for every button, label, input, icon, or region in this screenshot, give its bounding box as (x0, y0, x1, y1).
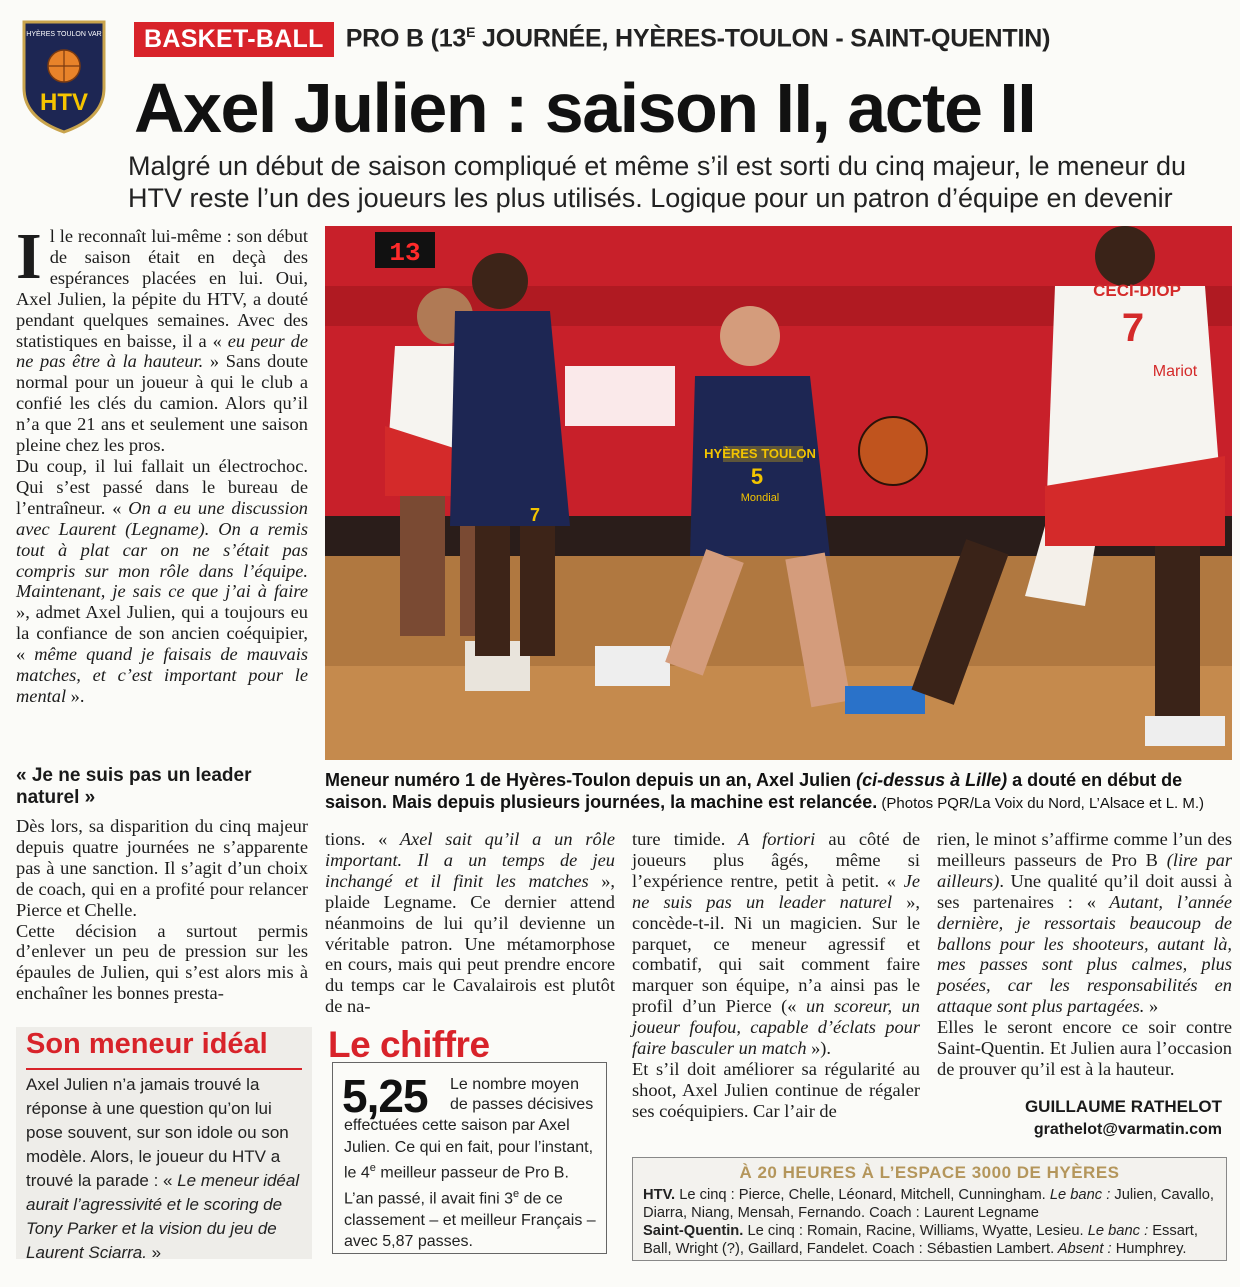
photo-caption: Meneur numéro 1 de Hyères-Toulon depuis un an, Axel Julien (ci-dessus à Lille) a douté en début de saison. Mais depuis plusieurs journées, la machine est relancée. (Photos PQR/La Voix du Nord, L’Alsace et L. M.) (325, 770, 1205, 812)
jersey-number-left: 7 (530, 505, 541, 525)
sport-label: BASKET-BALL (134, 22, 334, 57)
standfirst: Malgré un début de saison compliqué et même s’il est sorti du cinq majeur, le meneur du HTV reste l’un des joueurs les plus utilisés. Logique pour un patron d’équipe en devenir (128, 151, 1187, 213)
chiffre-title: Le chiffre (328, 1024, 490, 1065)
logo-top-text: HYÈRES TOULON VAR (26, 31, 102, 38)
drop-cap: I (16, 220, 42, 293)
scoreboard-digits: 13 (389, 238, 421, 268)
article-column-4: rien, le minot s’affirme comme l’un des meilleurs passeurs de Pro B (lire par ailleurs). Une qualité qu’il doit aussi à ses partenaires : « Autant, l’année dernière, je ressortais beaucoup de ballons pour les shooteurs, autant là, mes passes sont plus calmes, plus posées, car les responsabilités en attaque sont plus partagées. » Elles le seront encore ce soir contre Saint-Quentin. Et Julien aura l’occasion de prouver qu’il est à la hauteur. (937, 829, 1232, 1079)
lineup-title: À 20 HEURES À L’ESPACE 3000 DE HYÈRES (739, 1163, 1120, 1182)
article-column-1b: Dès lors, sa disparition du cinq majeur depuis quatre journées ne s’apparente pas à une sanction. Il s’agit d’un choix de coach, qui en a profité pour relancer Pierce et Chelle. Cette décision a surtout permis d’enlever un peu de pression sur les épaules de Julien, qui s’est alors mis à enchaîner les bonnes presta- (16, 816, 308, 1004)
jersey-number-center: 5 (750, 464, 764, 489)
jersey-number-right: 7 (1121, 306, 1145, 350)
kicker (134, 20, 1050, 58)
article-column-2: tions. « Axel sait qu’il a un rôle important. Il a un temps de jeu inchangé et il finit les matches », plaide Legname. Ce dernier attend néanmoins de lui qu’il devienne un véritable patron. Une métamorphose en cours, mais qui peut prendre encore du temps car le Cavalairois est plutôt de na- (325, 829, 616, 1017)
jersey-sponsor-center: Mondial (740, 492, 780, 504)
author-name: GUILLAUME RATHELOT (1024, 1097, 1222, 1116)
chiffre-text: effectuées cette saison par Axel Julien. Ce qui en fait, pour l’instant, le 4e meilleur passeur de Pro B. L’an passé, il avait fini 3e de ce classement – et meilleur Français – avec 5,87 passes. (344, 1117, 596, 1251)
sidebar-box-text: Axel Julien n’a jamais trouvé la réponse à une question qu’on lui pose souvent, sur son idole ou son modèle. Alors, le joueur du HTV a trouvé la parade : « Le meneur idéal aurait l’agressivité et le scoring de Tony Parker et la vision du jeu de Laurent Sciarra. » (26, 1075, 300, 1262)
chiffre-side-text: Le nombre moyen de passes décisives (450, 1076, 594, 1113)
author-email[interactable]: grathelot@varmatin.com (1033, 1121, 1222, 1138)
lineup-saint-quentin: Saint-Quentin. Le cinq : Romain, Racine, Williams, Wyatte, Lesieu. Le banc : Essart, Ball, Wright (?), Gaillard, Fandelet. Coach : Sébastien Lambert. Absent : Humphrey. (643, 1223, 1198, 1257)
sidebar-box-title: Son meneur idéal (26, 1028, 268, 1060)
jersey-sponsor-right: Mariot (1152, 363, 1198, 380)
chiffre-number: 5,25 (342, 1070, 428, 1122)
jersey-team-name: HYÈRES TOULON (704, 446, 816, 461)
match-desc: PRO B ($13^E$ JOURNÉE, HYÈRES-TOULON - SAINT-QUENTIN) (345, 24, 1051, 53)
lineup-text (643, 1186, 1220, 1258)
headline: Axel Julien : saison II, acte II (134, 69, 1036, 147)
subheading: « Je ne suis pas un leader naturel » (16, 765, 252, 808)
lineup-htv: HTV. Le cinq : Pierce, Chelle, Léonard, Mitchell, Cunningham. Le banc : Julien, Cavallo, Diarra, Niang, Mensah, Fernando. Coach : Laurent Legname (643, 1187, 1214, 1221)
shirt-name-right: CECI-DIOP (1093, 281, 1181, 300)
article-column-3: ture timide. A fortiori au côté de joueurs plus âgés, même si l’expérience rentre, petit à petit. « Je ne suis pas un leader naturel », concède-t-il. Ni un magicien. Sur le parquet, ce meneur agressif et combatif, qui sait comment faire marquer son équipe, n’a ainsi pas le profil d’un Pierce (« un scoreur, un joueur foufou, capable d’éclats pour faire basculer un match »). Et s’il doit améliorer sa régularité au shoot, Axel Julien continue de régaler ses coéquipiers. Car l’air de (632, 829, 920, 1121)
htv-logo (16, 18, 112, 136)
article-column-1: Il le reconnaît lui-même : son début de saison était en deçà des espérances placées en lui. Oui, Axel Julien, la pépite du HTV, a douté pendant quelques semaines. Avec des statistiques en baisse, il a « eu peur de ne pas être à la hauteur. » Sans doute normal pour un joueur à qui le club a confié les clés du camion. Alors qu’il n’a que 21 ans et seulement une saison pleine chez les pros. Du coup, il lui fallait un électrochoc. Qui s’est passé dans le bureau de l’entraîneur. « On a eu une discussion avec Laurent (Legname). On a remis tout à plat car on ne s’était pas compris sur mon rôle dans l’équipe. Maintenant, je sais ce que j’ai à faire », admet Axel Julien, qui a toujours eu la confiance de son ancien coéquipier, « même quand je faisais de mauvais matches, et c’est important pour le mental ». (16, 220, 308, 706)
photo-credit: (Photos PQR/La Voix du Nord, L’Alsace et L. M.) (877, 795, 1205, 812)
sidebar-box-rule (26, 1068, 302, 1070)
match-photo (325, 226, 1232, 760)
logo-letters: HTV (40, 89, 88, 116)
